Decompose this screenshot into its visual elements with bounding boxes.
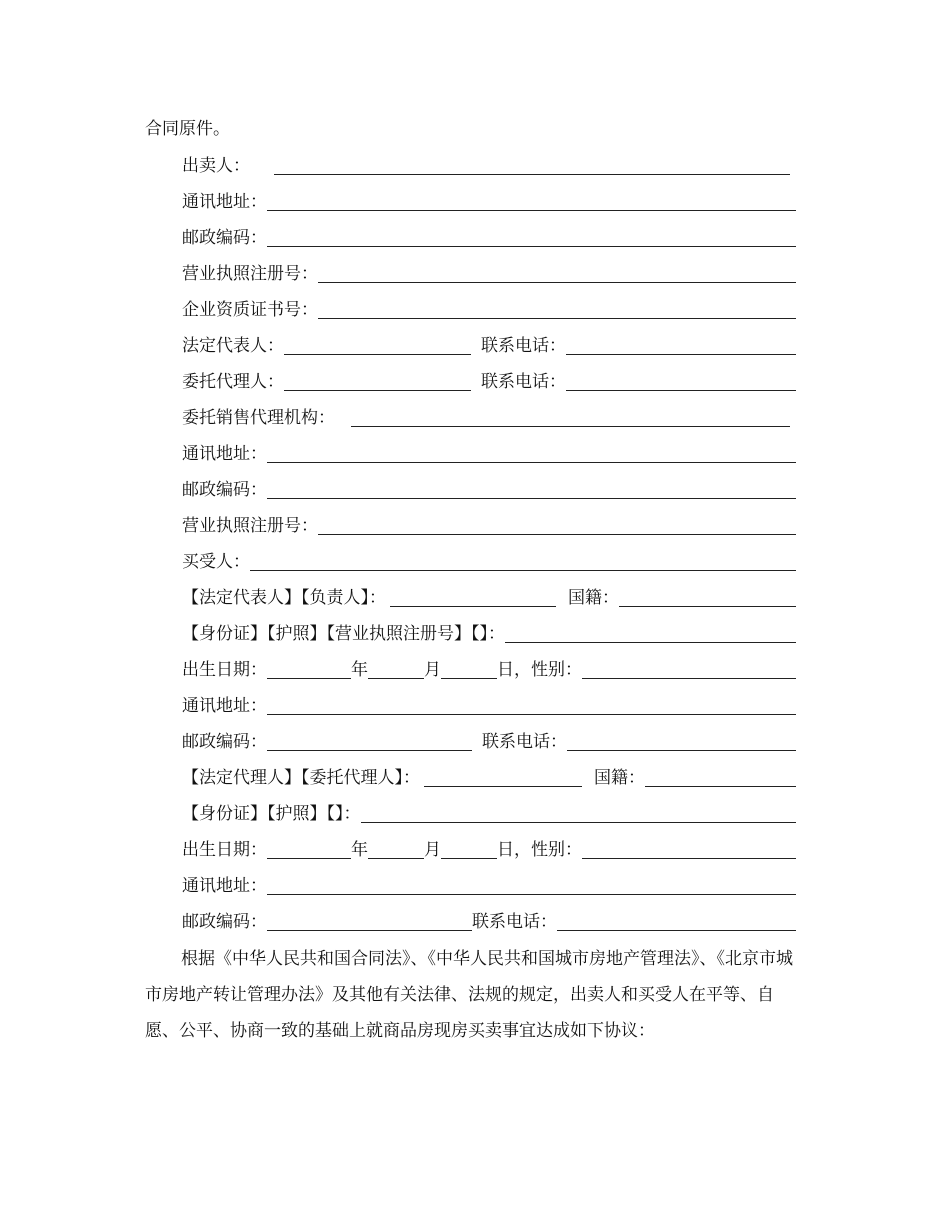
seller-phone-label: 联系电话：: [481, 336, 566, 356]
seller-qualification-row: [182, 297, 796, 323]
agency-license-field[interactable]: [318, 516, 796, 535]
buyer-agent-nationality-field[interactable]: [645, 768, 796, 787]
buyer-id-label: 【身份证】【护照】【营业执照注册号】【】：: [182, 624, 505, 644]
buyer-rep-label: 【法定代表人】【负责人】：: [182, 588, 386, 608]
buyer-id-row: [182, 621, 796, 647]
seller-legal-rep-row: [182, 333, 796, 359]
seller-license-field[interactable]: [318, 264, 796, 283]
seller-legal-rep-label: 法定代表人：: [182, 336, 284, 356]
seller-label: 出卖人：: [182, 156, 250, 176]
agency-license-label: 营业执照注册号：: [182, 516, 318, 536]
agency-license-row: [182, 513, 796, 539]
buyer-gender-field[interactable]: [582, 660, 796, 679]
seller-address-label: 通讯地址：: [182, 192, 267, 212]
buyer-phone-field[interactable]: [567, 732, 796, 751]
buyer-label: 买受人：: [182, 552, 250, 572]
agreement-paragraph: 根据《中华人民共和国合同法》、《中华人民共和国城市房地产管理法》、《北京市城市房地产转让管理办法》及其他有关法律、法规的规定，出卖人和买受人在平等、自愿、公平、协商一致的基础上就商品房现房买卖事宜达成如下协议：: [145, 949, 793, 1041]
buyer-agent-month-label: 月: [424, 840, 441, 860]
seller-agent-field[interactable]: [284, 372, 471, 391]
buyer-agent-id-row: [182, 801, 796, 827]
buyer-agent-address-field[interactable]: [267, 876, 796, 895]
buyer-agent-day-gender-label: 日，性别：: [497, 840, 582, 860]
seller-phone-field[interactable]: [566, 336, 796, 355]
seller-agent-phone-label: 联系电话：: [481, 372, 566, 392]
seller-row: [182, 153, 796, 179]
buyer-agent-year-label: 年: [351, 840, 368, 860]
agency-row: [182, 405, 796, 431]
seller-postcode-row: [182, 225, 796, 251]
agency-address-field[interactable]: [267, 444, 796, 463]
buyer-address-label: 通讯地址：: [182, 696, 267, 716]
buyer-postcode-row: [182, 729, 796, 755]
seller-legal-rep-field[interactable]: [284, 336, 471, 355]
intro-text: 合同原件。: [145, 119, 230, 139]
buyer-agent-row: [182, 765, 796, 791]
buyer-address-field[interactable]: [267, 696, 796, 715]
agency-field[interactable]: [351, 408, 790, 427]
buyer-birth-month-field[interactable]: [368, 660, 424, 679]
buyer-agent-postcode-label: 邮政编码：: [182, 912, 267, 932]
seller-agent-phone-field[interactable]: [566, 372, 796, 391]
seller-agent-label: 委托代理人：: [182, 372, 284, 392]
agency-postcode-row: [182, 477, 796, 503]
agency-address-row: [182, 441, 796, 467]
buyer-agent-birth-day-field[interactable]: [441, 840, 497, 859]
buyer-agent-field[interactable]: [424, 768, 582, 787]
buyer-year-label: 年: [351, 660, 368, 680]
buyer-address-row: [182, 693, 796, 719]
buyer-agent-id-label: 【身份证】【护照】【】：: [182, 804, 361, 824]
seller-address-row: [182, 189, 796, 215]
buyer-field[interactable]: [250, 552, 796, 571]
buyer-agent-id-field[interactable]: [361, 804, 797, 823]
buyer-birth-day-field[interactable]: [441, 660, 497, 679]
buyer-agent-gender-field[interactable]: [582, 840, 796, 859]
buyer-day-gender-label: 日，性别：: [497, 660, 582, 680]
agency-label: 委托销售代理机构：: [182, 408, 335, 428]
seller-qualification-label: 企业资质证书号：: [182, 300, 318, 320]
buyer-agent-address-label: 通讯地址：: [182, 876, 267, 896]
buyer-agent-birth-year-field[interactable]: [267, 840, 351, 859]
agency-postcode-label: 邮政编码：: [182, 480, 267, 500]
buyer-birth-row: [182, 657, 796, 683]
buyer-birth-label: 出生日期：: [182, 660, 267, 680]
buyer-agent-birth-month-field[interactable]: [368, 840, 424, 859]
buyer-agent-label: 【法定代理人】【委托代理人】：: [182, 768, 420, 788]
buyer-row: [182, 549, 796, 575]
seller-license-row: [182, 261, 796, 287]
buyer-phone-label: 联系电话：: [482, 732, 567, 752]
agency-address-label: 通讯地址：: [182, 444, 267, 464]
buyer-nationality-field[interactable]: [619, 588, 796, 607]
buyer-birth-year-field[interactable]: [267, 660, 351, 679]
seller-postcode-field[interactable]: [267, 228, 796, 247]
buyer-agent-phone-label: 联系电话：: [472, 912, 557, 932]
seller-qualification-field[interactable]: [318, 300, 796, 319]
buyer-nationality-label: 国籍：: [568, 588, 619, 608]
buyer-month-label: 月: [424, 660, 441, 680]
buyer-rep-row: [182, 585, 796, 611]
agency-postcode-field[interactable]: [267, 480, 796, 499]
buyer-id-field[interactable]: [505, 624, 796, 643]
buyer-agent-birth-label: 出生日期：: [182, 840, 267, 860]
buyer-agent-address-row: [182, 873, 796, 899]
buyer-postcode-field[interactable]: [267, 732, 472, 751]
seller-address-field[interactable]: [267, 192, 796, 211]
seller-license-label: 营业执照注册号：: [182, 264, 318, 284]
buyer-agent-nationality-label: 国籍：: [594, 768, 645, 788]
buyer-postcode-label: 邮政编码：: [182, 732, 267, 752]
seller-agent-row: [182, 369, 796, 395]
seller-field[interactable]: [274, 156, 790, 175]
seller-postcode-label: 邮政编码：: [182, 228, 267, 248]
buyer-agent-birth-row: [182, 837, 796, 863]
buyer-rep-field[interactable]: [390, 588, 556, 607]
